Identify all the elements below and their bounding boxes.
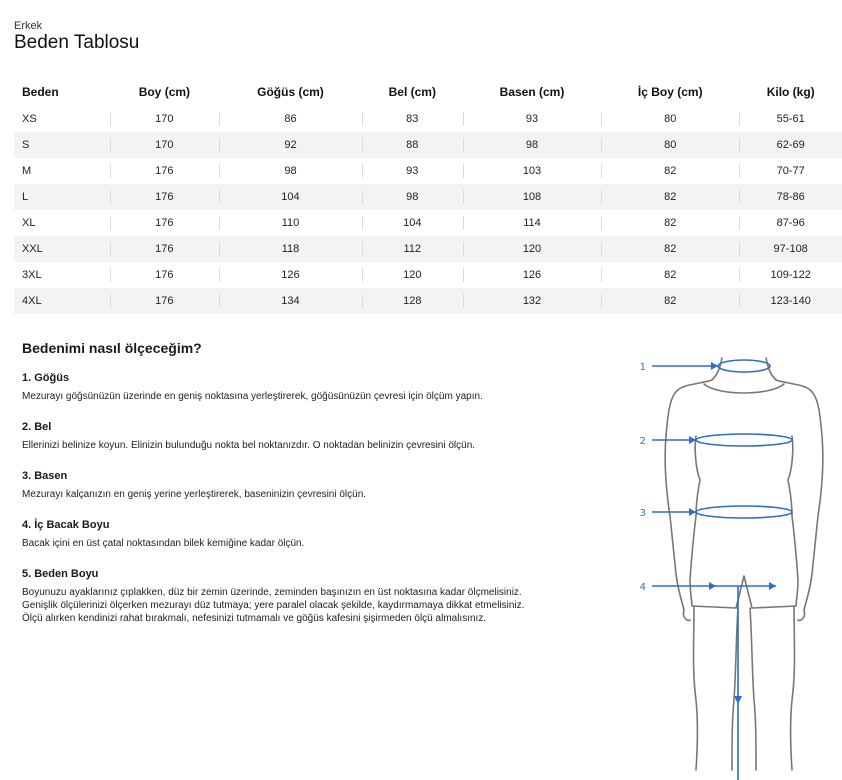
table-cell: 4XL (14, 288, 110, 314)
table-cell: 123-140 (739, 288, 842, 314)
column-header-bel: Bel (cm) (388, 85, 436, 99)
measurement-guide (22, 340, 542, 643)
measure-ring-3 (696, 506, 792, 518)
table-cell: 176 (110, 184, 220, 210)
table-cell: M (22, 165, 32, 177)
table-row (14, 106, 842, 132)
table-cell: 176 (110, 236, 220, 262)
body-outline (665, 358, 823, 770)
table-cell: XXL (14, 236, 110, 262)
measure-label-2: 2 (639, 436, 646, 447)
measure-labels (640, 362, 646, 593)
table-cell: 83 (362, 106, 463, 132)
table-cell: 70-77 (739, 158, 842, 184)
table-cell: 176 (110, 158, 220, 184)
table-row (14, 132, 842, 158)
table-cell: S (14, 132, 110, 158)
measure-label-4: 4 (639, 582, 646, 593)
table-row (14, 288, 842, 314)
table-cell: 104 (362, 210, 463, 236)
table-row (14, 184, 842, 210)
table-cell: 98 (362, 184, 463, 210)
body-measurement-illustration (600, 340, 842, 780)
table-cell: 82 (601, 262, 739, 288)
table-cell: 176 (110, 262, 220, 288)
table-cell: 126 (219, 262, 361, 288)
table-cell: 88 (362, 132, 463, 158)
guide-section-title: 3. Basen (22, 470, 68, 482)
table-cell: 92 (219, 132, 361, 158)
table-cell: 170 (110, 132, 220, 158)
guide-section-text: Ellerinizi belinize koyun. Elinizin bulunduğu nokta bel noktanızdır. O noktadan belinizin çevresini ölçün. (22, 440, 476, 451)
table-cell: 170 (110, 106, 220, 132)
table-header-row (14, 78, 842, 106)
table-cell: 62-69 (739, 132, 842, 158)
column-header-beden: Beden (22, 85, 59, 99)
page-title: Beden Tablosu (14, 32, 140, 53)
table-cell: 109-122 (739, 262, 842, 288)
table-cell: 126 (463, 262, 601, 288)
column-header-ic-boy: İç Boy (cm) (637, 85, 703, 99)
table-cell: 120 (362, 262, 463, 288)
table-cell: 128 (362, 288, 463, 314)
table-cell: 78-86 (739, 184, 842, 210)
column-header-boy: Boy (cm) (138, 85, 191, 99)
guide-section-title: 1. Göğüs (22, 372, 70, 384)
guide-section-title: 2. Bel (22, 421, 52, 433)
table-cell: 98 (463, 132, 601, 158)
table-row (14, 158, 842, 184)
measure-label-3: 3 (639, 508, 646, 519)
table-cell: 82 (601, 184, 739, 210)
column-header-gogus: Göğüs (cm) (257, 85, 324, 99)
table-row (14, 236, 842, 262)
table-cell: 80 (601, 132, 739, 158)
table-cell: 108 (463, 184, 601, 210)
table-row (14, 210, 842, 236)
table-cell: 98 (219, 158, 361, 184)
table-cell: 104 (219, 184, 361, 210)
table-cell: 93 (362, 158, 463, 184)
table-cell: 82 (601, 236, 739, 262)
table-cell: 93 (463, 106, 601, 132)
measure-ring-2 (696, 434, 792, 446)
table-cell: 132 (463, 288, 601, 314)
size-table (14, 78, 842, 314)
table-cell: 134 (219, 288, 361, 314)
table-cell: XS (22, 113, 37, 125)
table-cell: 80 (601, 106, 739, 132)
column-header-basen: Basen (cm) (499, 85, 565, 99)
measure-label-1: 1 (639, 362, 646, 373)
table-cell: 3XL (22, 269, 42, 281)
table-cell: 114 (463, 210, 601, 236)
table-cell: 176 (110, 288, 220, 314)
measure-ring-1 (718, 360, 770, 372)
body-figure-svg (600, 340, 842, 780)
table-cell: 110 (219, 210, 361, 236)
table-cell: 103 (463, 158, 601, 184)
table-cell: 82 (601, 158, 739, 184)
guide-section-text: Bacak içini en üst çatal noktasından bilek kemiğine kadar ölçün. (22, 538, 305, 549)
table-cell: 120 (463, 236, 601, 262)
guide-section-text: Mezurayı göğsünüzün üzerinde en geniş noktasına yerleştirerek, göğüsünüzün çevresi için ölçüm yapın. (22, 391, 483, 402)
arrow-heads (689, 362, 776, 704)
table-cell: 82 (601, 288, 739, 314)
table-cell: 112 (362, 236, 463, 262)
table-cell: 82 (601, 210, 739, 236)
guide-section-title: 5. Beden Boyu (22, 568, 99, 580)
table-cell: 118 (219, 236, 361, 262)
guide-section-text: Boyunuzu ayaklarınız çıplakken, düz bir zemin üzerinde, zeminden başınızın en üst noktasına kadar ölçmelisiniz. Genişlik ölçülerinizi ölçerken mezurayı düz tutmaya; yere paralel olacak şekilde, kaydırmamaya dikkat etmelisiniz. Ölçü alırken kendinizi rahat bırakmalı, nefesinizi tutmamalı ve göğüs kafesini şişirmeden ölçü almalısınız. (22, 587, 525, 624)
table-cell: 176 (110, 210, 220, 236)
gender-label: Erkek (14, 20, 43, 32)
column-header-kilo: Kilo (kg) (766, 85, 815, 99)
table-row (14, 262, 842, 288)
table-cell: 97-108 (739, 236, 842, 262)
table-cell: 87-96 (739, 210, 842, 236)
guide-section-text: Mezurayı kalçanızın en geniş yerine yerleştirerek, baseninizin çevresini ölçün. (22, 489, 367, 500)
measure-lines (652, 360, 792, 780)
guide-section-title: 4. İç Bacak Boyu (22, 519, 110, 531)
table-cell: 86 (219, 106, 361, 132)
guide-heading: Bedenimi nasıl ölçeceğim? (22, 340, 202, 356)
table-cell: 55-61 (739, 106, 842, 132)
table-cell: XL (22, 217, 36, 229)
table-cell: L (14, 184, 110, 210)
